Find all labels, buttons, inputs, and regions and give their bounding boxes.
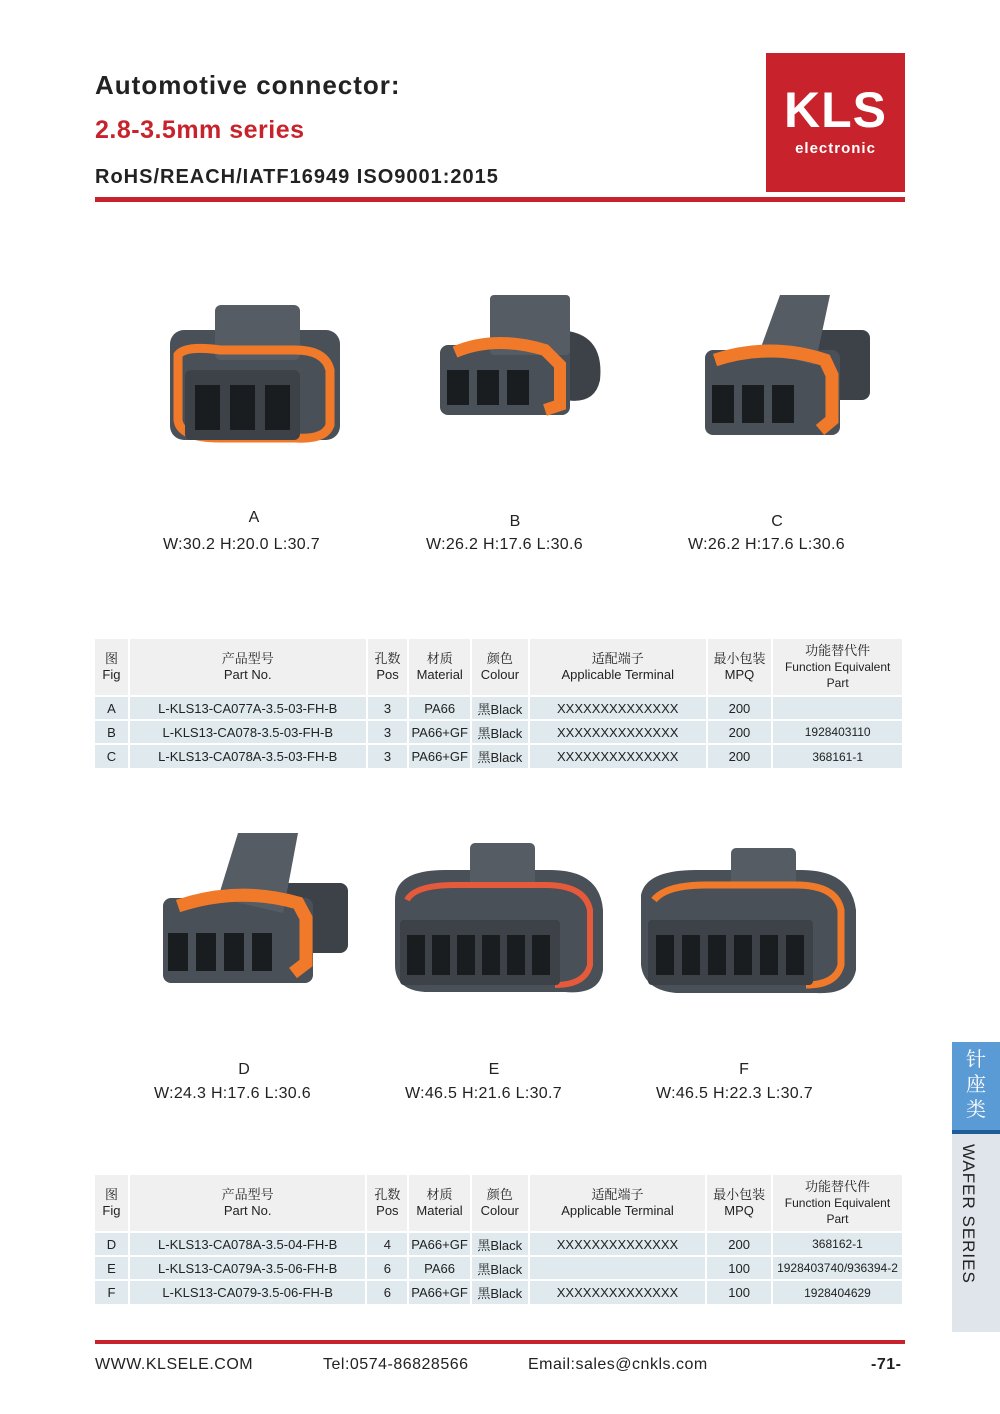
cell-equiv <box>772 696 903 720</box>
cell-pos: 4 <box>366 1232 408 1256</box>
cell-equiv: 1928403110 <box>772 720 903 744</box>
logo-mark: KLS <box>784 82 887 138</box>
cell-pos: 3 <box>367 696 409 720</box>
col-part-cn: 产品型号 <box>221 1187 274 1202</box>
cell-pos: 6 <box>366 1256 408 1280</box>
fig-label-d: D <box>238 1061 250 1078</box>
cell-equiv: 1928403740/936394-2 <box>772 1256 903 1280</box>
col-mat-en: Material <box>416 1203 463 1218</box>
cell-part: L-KLS13-CA078A-3.5-04-FH-B <box>129 1232 367 1256</box>
col-fe-en: Function Equivalent Part <box>784 660 891 690</box>
cell-pos: 6 <box>366 1280 408 1304</box>
cell-mpq: 200 <box>706 1232 772 1256</box>
cell-pos: 3 <box>367 744 409 768</box>
col-part-cn: 产品型号 <box>221 651 274 666</box>
col-fig-en: Fig <box>102 667 121 682</box>
cell-part: L-KLS13-CA079-3.5-06-FH-B <box>129 1280 367 1304</box>
col-pos-en: Pos <box>376 1203 399 1218</box>
fig-label-f: F <box>739 1061 749 1078</box>
col-pos-en: Pos <box>376 667 399 682</box>
cell-mpq: 200 <box>707 720 773 744</box>
spec-table-2 <box>95 1175 904 1304</box>
col-mat-cn: 材质 <box>426 1187 453 1202</box>
cell-mpq: 100 <box>706 1280 772 1304</box>
cell-part: L-KLS13-CA077A-3.5-03-FH-B <box>129 696 367 720</box>
table-row <box>95 744 903 768</box>
dims-c: W:26.2 H:17.6 L:30.6 <box>688 536 845 553</box>
col-mpq-en: MPQ <box>724 1203 754 1218</box>
col-fe-cn: 功能替代件 <box>804 1179 870 1194</box>
col-mpq-en: MPQ <box>724 667 755 682</box>
kls-logo <box>766 53 905 192</box>
cell-fig: F <box>95 1280 129 1304</box>
col-part-en: Part No. <box>223 1203 272 1218</box>
col-term-en: Applicable Terminal <box>561 1203 674 1218</box>
table-header-row <box>95 1175 903 1232</box>
col-mat-en: Material <box>416 667 463 682</box>
cell-material: PA66+GF <box>408 1232 470 1256</box>
fig-label-a: A <box>248 509 260 526</box>
footer-email[interactable]: Email:sales@cnkls.com <box>528 1356 708 1373</box>
cell-part: L-KLS13-CA078-3.5-03-FH-B <box>129 720 367 744</box>
dims-e: W:46.5 H:21.6 L:30.7 <box>405 1085 562 1102</box>
col-term-cn: 适配端子 <box>591 651 644 666</box>
col-mpq-cn: 最小包装 <box>713 1187 766 1202</box>
dims-f: W:46.5 H:22.3 L:30.7 <box>656 1085 813 1102</box>
col-col-cn: 颜色 <box>486 1187 513 1202</box>
page-title: Automotive connector: <box>95 70 401 100</box>
footer-divider <box>95 1340 905 1344</box>
side-tab-cn-text: 针座类 <box>966 1049 986 1121</box>
table-header-row <box>95 639 903 696</box>
table-row <box>95 1280 903 1304</box>
certifications: RoHS/REACH/IATF16949 ISO9001:2015 <box>95 166 499 188</box>
footer-tel: Tel:0574-86828566 <box>323 1356 469 1373</box>
cell-fig: D <box>95 1232 129 1256</box>
cell-mpq: 100 <box>706 1256 772 1280</box>
col-fig-cn: 图 <box>104 1187 118 1202</box>
cell-terminal: XXXXXXXXXXXXXX <box>529 720 707 744</box>
cell-fig: B <box>95 720 129 744</box>
cell-colour: 黑Black <box>471 696 529 720</box>
series-subtitle: 2.8-3.5mm series <box>95 116 305 144</box>
table-row <box>95 720 903 744</box>
cell-fig: C <box>95 744 129 768</box>
col-term-cn: 适配端子 <box>591 1187 644 1202</box>
fig-label-e: E <box>488 1061 500 1078</box>
cell-material: PA66 <box>408 1256 470 1280</box>
col-fig-cn: 图 <box>104 651 118 666</box>
connector-photo-c <box>700 290 875 445</box>
col-fe-cn: 功能替代件 <box>805 643 871 658</box>
logo-subtext: electronic <box>795 140 876 157</box>
col-part-en: Part No. <box>223 667 272 682</box>
cell-equiv: 1928404629 <box>772 1280 903 1304</box>
col-pos-cn: 孔数 <box>374 651 401 666</box>
col-col-cn: 颜色 <box>486 651 513 666</box>
page-number: -71- <box>871 1356 902 1373</box>
cell-terminal <box>529 1256 707 1280</box>
cell-colour: 黑Black <box>471 720 529 744</box>
cell-terminal: XXXXXXXXXXXXXX <box>529 696 707 720</box>
cell-colour: 黑Black <box>471 1232 529 1256</box>
dims-d: W:24.3 H:17.6 L:30.6 <box>154 1085 311 1102</box>
side-tab-wafer-series <box>952 1042 1000 1284</box>
cell-colour: 黑Black <box>471 744 529 768</box>
fig-label-b: B <box>509 513 521 530</box>
cell-material: PA66 <box>408 696 470 720</box>
col-mat-cn: 材质 <box>426 651 453 666</box>
cell-material: PA66+GF <box>408 720 470 744</box>
col-col-en: Colour <box>480 667 520 682</box>
cell-mpq: 200 <box>707 696 773 720</box>
cell-material: PA66+GF <box>408 1280 470 1304</box>
cell-pos: 3 <box>367 720 409 744</box>
connector-photo-e <box>385 840 610 1000</box>
col-fig-en: Fig <box>102 1203 121 1218</box>
cell-terminal: XXXXXXXXXXXXXX <box>529 1280 707 1304</box>
col-term-en: Applicable Terminal <box>561 667 674 682</box>
cell-equiv: 368161-1 <box>772 744 903 768</box>
fig-label-c: C <box>771 513 783 530</box>
cell-material: PA66+GF <box>408 744 470 768</box>
connector-photo-d <box>158 828 353 988</box>
col-col-en: Colour <box>480 1203 519 1218</box>
dims-b: W:26.2 H:17.6 L:30.6 <box>426 536 583 553</box>
cell-colour: 黑Black <box>471 1256 529 1280</box>
cell-equiv: 368162-1 <box>772 1232 903 1256</box>
cell-fig: A <box>95 696 129 720</box>
connector-photo-b <box>435 290 605 425</box>
table-row <box>95 1256 903 1280</box>
connector-photo-a <box>160 300 350 455</box>
cell-mpq: 200 <box>707 744 773 768</box>
table-row <box>95 696 903 720</box>
cell-fig: E <box>95 1256 129 1280</box>
side-tab-en <box>952 1134 1000 1332</box>
cell-part: L-KLS13-CA079A-3.5-06-FH-B <box>129 1256 367 1280</box>
cell-colour: 黑Black <box>471 1280 529 1304</box>
col-fe-en: Function Equivalent Part <box>784 1196 891 1226</box>
cell-terminal: XXXXXXXXXXXXXX <box>529 744 707 768</box>
side-tab-cn <box>952 1042 1000 1130</box>
header-divider <box>95 197 905 202</box>
cell-terminal: XXXXXXXXXXXXXX <box>529 1232 707 1256</box>
side-tab-en-text: WAFER SERIES <box>959 1144 978 1284</box>
col-pos-cn: 孔数 <box>374 1187 401 1202</box>
cell-part: L-KLS13-CA078A-3.5-03-FH-B <box>129 744 367 768</box>
table-row <box>95 1232 903 1256</box>
connector-photo-f <box>636 845 861 1000</box>
col-mpq-cn: 最小包装 <box>713 651 766 666</box>
spec-table-1 <box>95 639 904 768</box>
dims-a: W:30.2 H:20.0 L:30.7 <box>163 536 320 553</box>
footer-website[interactable]: WWW.KLSELE.COM <box>95 1356 254 1373</box>
